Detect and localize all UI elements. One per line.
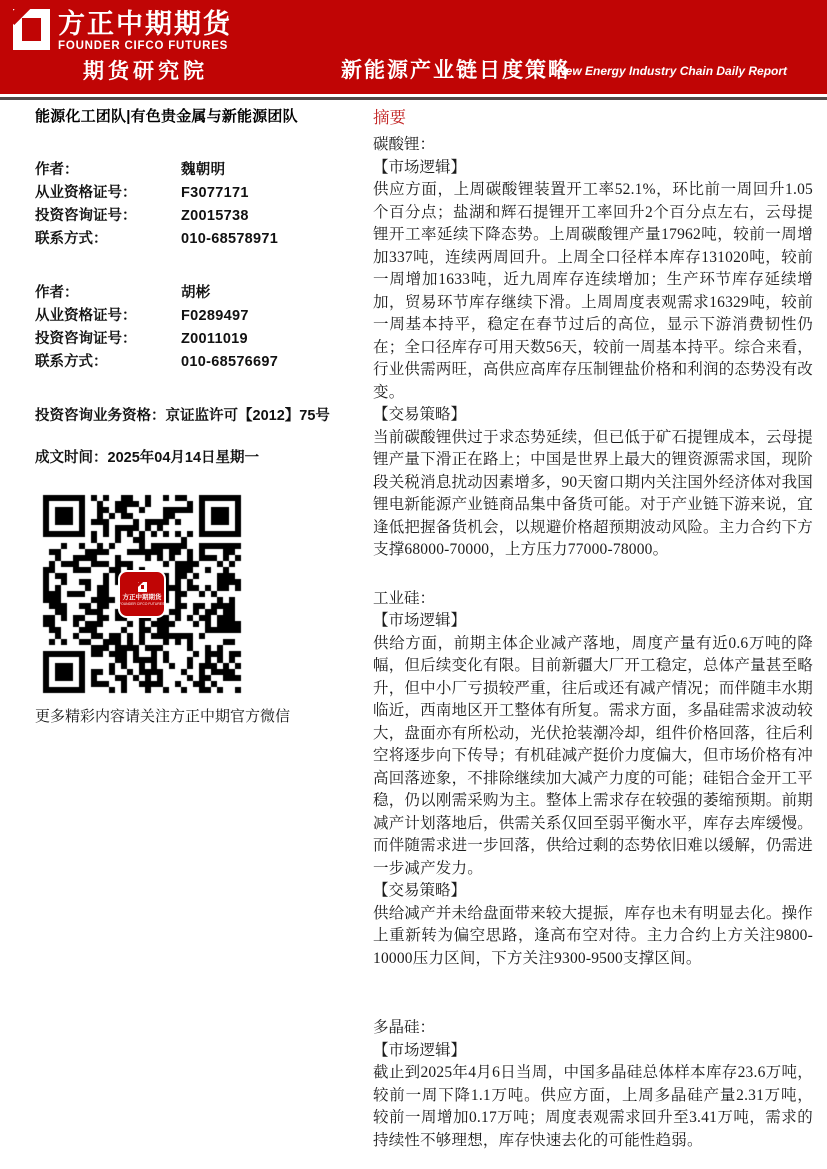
contact-label: 联系方式： — [35, 231, 108, 247]
contact-label: 联系方式： — [35, 354, 108, 370]
market-logic-text: 供给方面，前期主体企业减产落地，周度产量有近0.6万吨的降幅，但后续变化有限。目前新疆大厂开工稳定，总体产量甚至略升，但中小厂亏损较严重，往后或还有减产情况；而伴随丰水期临近，西南地区开工整体有所复。需求方面，多晶硅需求波动较大，盘面亦有所松动，光伏抢装潮冷却，组件价格回落，往后利空将逐步向下传导；有机硅减产挺价力度偏大，但市场价格有冲高回落迹象，不排除继续加大减产力度的可能；硅铝合金开工平稳，仍以刚需采购为主。整体上需求存在较强的萎缩预期。前期减产计划落地后，供需关系仅回至弱平衡水平，库存去库缓慢。而伴随需求进一步回落，供给过剩的态势依旧难以缓解，仍需进一步减产发力。 — [373, 634, 813, 877]
institute-name: 期货研究院 — [83, 60, 208, 83]
advisory-cert-number: Z0011019 — [181, 331, 248, 347]
section-title: 碳酸锂： — [373, 136, 436, 153]
author-label: 作者： — [35, 285, 79, 301]
practice-cert-row — [35, 305, 355, 328]
practice-cert-row — [35, 182, 355, 205]
author-name: 胡彬 — [181, 285, 211, 301]
contact-row — [35, 228, 355, 251]
author-row — [35, 282, 355, 305]
trade-strategy-label: 【交易策略】 — [373, 406, 467, 423]
header-divider — [0, 97, 827, 100]
brand — [13, 9, 232, 52]
body-area — [0, 105, 827, 1169]
qualification-line: 投资咨询业务资格：京证监许可【2012】75号 — [35, 408, 330, 424]
section-polysilicon — [373, 1017, 813, 1152]
header-banner — [0, 0, 827, 94]
practice-cert-label: 从业资格证号： — [35, 185, 137, 201]
market-logic-label: 【市场逻辑】 — [373, 158, 467, 176]
market-logic-label: 【市场逻辑】 — [373, 612, 467, 629]
section-title: 工业硅： — [373, 589, 436, 607]
author-name: 魏朝明 — [181, 162, 226, 178]
section-title: 多晶硅： — [373, 1019, 436, 1036]
advisory-cert-label: 投资咨询证号： — [35, 208, 137, 224]
market-logic-text: 截止到2025年4月6日当周，中国多晶硅总体样本库存23.6万吨，较前一周下降1.1万吨。供应方面，上周多晶硅产量2.31万吨，较前一周增加0.17万吨；周度表观需求回升至3.41万吨，需求的持续性不够理想，库存快速去化的可能性趋弱。 — [373, 1064, 813, 1149]
qr-center-logo-cn: 方正中期期货 — [122, 594, 162, 601]
info-sidebar — [35, 105, 355, 726]
qr-caption: 更多精彩内容请关注方正中期官方微信 — [35, 709, 291, 725]
advisory-cert-row — [35, 328, 355, 351]
wechat-qr-code — [38, 490, 246, 698]
team-name: 能源化工团队|有色贵金属与新能源团队 — [35, 108, 298, 125]
summary-heading: 摘要 — [373, 108, 406, 127]
contact-phone: 010-68578971 — [181, 231, 279, 247]
section-industrial-silicon — [373, 588, 813, 971]
practice-cert-label: 从业资格证号： — [35, 308, 137, 324]
trade-strategy-text: 供给减产并未给盘面带来较大提振，库存也未有明显去化。操作上重新转为偏空思路，逢高布空对待。主力合约上方关注9800-10000压力区间，下方关注9300-9500支撑区间。 — [373, 904, 813, 967]
advisory-cert-number: Z0015738 — [181, 208, 249, 224]
advisory-cert-row — [35, 205, 355, 228]
qr-center-logo-icon — [138, 582, 147, 592]
author-row — [35, 159, 355, 182]
advisory-cert-label: 投资咨询证号： — [35, 331, 137, 347]
summary-column — [373, 107, 813, 1152]
contact-row — [35, 351, 355, 374]
brand-text — [58, 9, 232, 52]
report-date: 成文时间：2025年04月14日星期一 — [35, 450, 260, 466]
market-logic-text: 供应方面，上周碳酸锂装置开工率52.1%，环比前一周回升1.05个百分点；盐湖和辉石提锂开工率回升2个百分点左右，云母提锂开工率延续下降态势。上周碳酸锂产量17962吨，较前一周增加337吨，连续两周回升。上周全口径样本库存131020吨，较前一周增加1633吨，近九周库存连续增加；生产环节库存延续增加，贸易环节库存继续下滑。上周周度表观需求16329吨，较前一周基本持平，稳定在春节过后的高位，显示下游消费韧性仍在；全口径库存可用天数56天，较前一周基本持平。综合来看，行业供需两旺，高供应高库存压制锂盐价格和利润的态势没有改变。 — [373, 181, 813, 401]
brand-name-cn: 方正中期期货 — [58, 9, 232, 39]
author-block-1 — [35, 159, 355, 251]
report-title: 新能源产业链日度策略 — [341, 59, 571, 82]
trade-strategy-label: 【交易策略】 — [373, 882, 467, 899]
author-label: 作者： — [35, 162, 79, 178]
qr-center-logo — [118, 570, 166, 618]
founder-logo-icon — [13, 9, 50, 50]
practice-cert-number: F3077171 — [181, 185, 249, 201]
contact-phone: 010-68576697 — [181, 354, 279, 370]
section-lithium-carbonate — [373, 134, 813, 562]
qr-center-logo-en: FOUNDER CIFCO FUTURES — [119, 601, 165, 606]
trade-strategy-text: 当前碳酸锂供过于求态势延续，但已低于矿石提锂成本，云母提锂产量下滑正在路上；中国是世界上最大的锂资源需求国，现阶段关税消息扰动因素增多，90天窗口期内关注国外经济体对我国锂电新能源产业链商品集中备货可能。对于产业链下游来说，宜逢低把握备货机会，以规避价格超预期波动风险。主力合约下方支撑68000-70000，上方压力77000-78000。 — [373, 428, 813, 558]
practice-cert-number: F0289497 — [181, 308, 249, 324]
author-block-2 — [35, 282, 355, 374]
brand-name-en: FOUNDER CIFCO FUTURES — [58, 40, 229, 52]
market-logic-label: 【市场逻辑】 — [373, 1041, 467, 1059]
report-title-en: New Energy Industry Chain Daily Report — [557, 64, 788, 78]
